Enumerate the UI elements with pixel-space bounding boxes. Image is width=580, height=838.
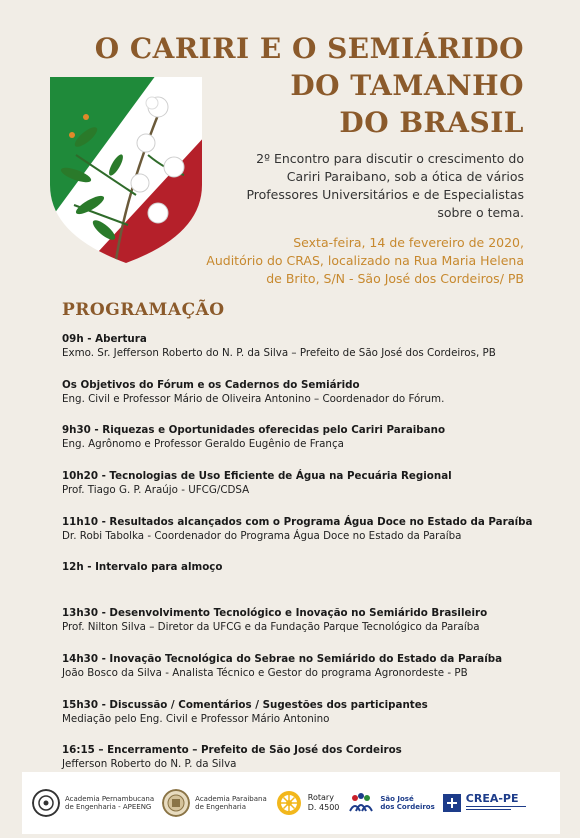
sponsor-footer: [22, 772, 560, 834]
schedule-item: [62, 652, 562, 698]
apeeng-line-2: de Engenharia - APEENG: [65, 803, 152, 811]
rotary-wheel-icon: [275, 789, 303, 817]
apenge-line-1: Academia Paraibana: [195, 794, 267, 803]
schedule-heading: 09h - Abertura: [62, 333, 147, 345]
crea-subtext-icon: [466, 805, 526, 811]
intro-text: 2º Encontro para discutir o crescimento do Cariri Paraibano, sob a ótica de vários Professores Universitários e de Especialistas sobre o tema.: [246, 151, 524, 220]
event-place: Auditório do CRAS, localizado na Rua Maria Helena de Brito, S/N - São José dos Cordeiros/ PB: [206, 253, 524, 286]
title-line-1: O CARIRI E O SEMIÁRIDO: [94, 32, 524, 65]
sjc-line-2: dos Cordeiros: [380, 803, 435, 811]
program-title: PROGRAMAÇÃO: [62, 300, 225, 320]
crea-name: CREA-PE: [465, 792, 519, 806]
schedule-item: [62, 698, 562, 744]
schedule-detail: Mediação pelo Eng. Civil e Professor Mário Antonino: [62, 712, 330, 725]
apenge-seal-icon: [162, 789, 190, 817]
schedule-item: [62, 515, 562, 561]
apenge-logo: [162, 789, 267, 817]
schedule-detail: João Bosco da Silva - Analista Técnico e Gestor do programa Agronordeste - PB: [62, 666, 468, 679]
schedule-item: [62, 606, 562, 652]
crea-mark-icon: [443, 794, 461, 812]
schedule-detail: Dr. Robi Tabolka - Coordenador do Programa Água Doce no Estado da Paraíba: [62, 529, 462, 542]
schedule-heading: 10h20 - Tecnologias de Uso Eficiente de Água na Pecuária Regional: [62, 470, 452, 483]
schedule-item: [62, 378, 562, 424]
crea-subline: [466, 805, 526, 814]
schedule-detail: Prof. Nilton Silva – Diretor da UFCG e da Fundação Parque Tecnológico da Paraíba: [62, 621, 480, 634]
schedule-list: [62, 332, 562, 789]
apeeng-seal-icon: [32, 789, 60, 817]
rotary-line-2: D. 4500: [307, 803, 340, 812]
sjc-logo: [347, 789, 434, 817]
schedule-detail: Jefferson Roberto do N. P. da Silva: [62, 758, 237, 771]
title-line-2: DO TAMANHO: [290, 69, 524, 102]
crea-logo: [443, 792, 526, 814]
schedule-detail: Exmo. Sr. Jefferson Roberto do N. P. da Silva – Prefeito de São José dos Cordeiros, PB: [62, 347, 496, 359]
event-date: Sexta-feira, 14 de fevereiro de 2020,: [293, 235, 524, 250]
schedule-heading: 9h30 - Riquezas e Oportunidades oferecidas pelo Cariri Paraibano: [62, 424, 446, 437]
schedule-item: [62, 560, 562, 606]
sjc-people-icon: [347, 789, 375, 817]
rotary-line-1: Rotary: [307, 793, 334, 802]
schedule-detail: Eng. Civil e Professor Mário de Oliveira Antonino – Coordenador do Fórum.: [62, 392, 445, 405]
schedule-heading: Os Objetivos do Fórum e os Cadernos do Semiárido: [62, 378, 360, 391]
sjc-line-1: São José: [380, 795, 414, 803]
schedule-heading: 16:15 – Encerramento – Prefeito de São José dos Cordeiros: [62, 744, 402, 757]
event-info: [194, 234, 524, 288]
schedule-heading: 11h10 - Resultados alcançados com o Programa Água Doce no Estado da Paraíba: [62, 515, 533, 528]
schedule-heading: 13h30 - Desenvolvimento Tecnológico e Inovação no Semiárido Brasileiro: [62, 607, 488, 620]
schedule-heading: 12h - Intervalo para almoço: [62, 561, 223, 574]
schedule-item: [62, 423, 562, 469]
schedule-heading: 14h30 - Inovação Tecnológica do Sebrae no Semiárido do Estado da Paraíba: [62, 652, 503, 665]
rotary-logo: [275, 789, 340, 817]
apenge-line-2: de Engenharia: [195, 803, 247, 811]
apeeng-logo: [32, 789, 154, 817]
page-title: [84, 30, 524, 141]
apeeng-line-1: Academia Pernambucana: [65, 794, 155, 803]
schedule-item: [62, 469, 562, 515]
title-line-3: DO BRASIL: [339, 106, 524, 139]
schedule-detail: Prof. Tiago G. P. Araújo - UFCG/CDSA: [62, 484, 250, 497]
schedule-detail: Eng. Agrônomo e Professor Geraldo Eugênio de França: [62, 438, 344, 451]
schedule-item: [62, 332, 562, 378]
schedule-heading: 15h30 - Discussão / Comentários / Sugestões dos participantes: [62, 698, 428, 711]
